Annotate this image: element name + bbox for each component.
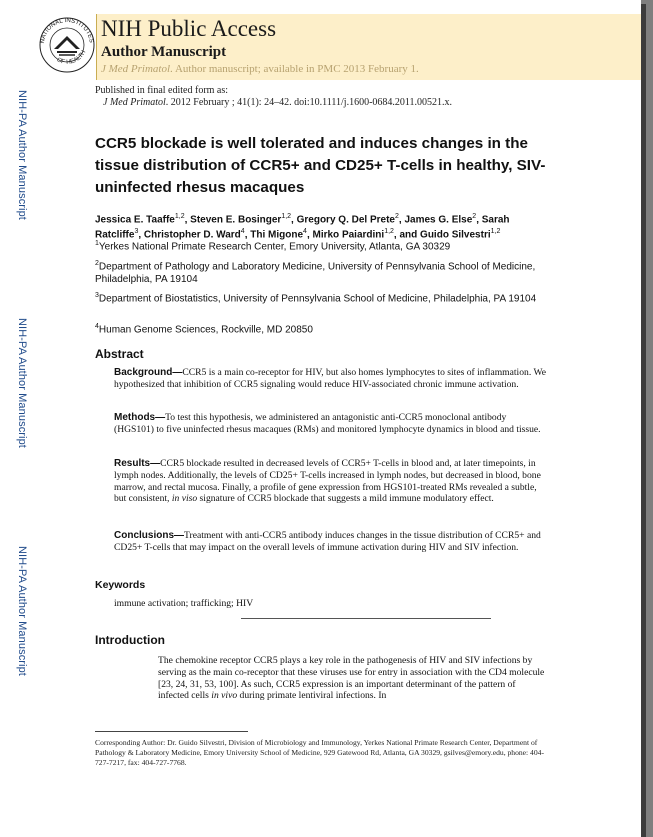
published-label: Published in final edited form as:	[95, 85, 229, 96]
abstract-background	[114, 367, 546, 391]
author-affiliation-sup: 1,2	[384, 228, 394, 236]
author-name: James G. Else	[404, 214, 473, 226]
page-shadow	[641, 4, 646, 837]
affiliation-1	[95, 238, 550, 254]
affiliation-text: Human Genome Sciences, Rockville, MD 20850	[98, 324, 313, 336]
abstract-heading: Abstract	[95, 347, 144, 361]
intro-text-2: during primate lentiviral infections. In	[237, 690, 387, 702]
sidebar-label: NIH-PA Author Manuscript	[16, 90, 28, 220]
abstract-methods	[114, 412, 546, 436]
sidebar-label: NIH-PA Author Manuscript	[16, 318, 28, 448]
author-affiliation-sup: 4	[240, 228, 245, 236]
author-affiliation-sup: 2	[394, 213, 399, 220]
affiliation-number: 4	[95, 323, 99, 330]
results-text: CCR5 blockade resulted in decreased levels of CCR5+ T-cells in blood and, at later timepoints, in lymph nodes. Additionally, the levels of CD25+ T-cells increased in lymph nodes, but decreased in blood, bone marrow, and rectal mucosa. Finally, a profile of gene expression from HGS101-treated RMs revealed a subtle, but consistent,	[114, 458, 541, 505]
affiliation-2	[95, 258, 550, 286]
author-name: Steven E. Bosinger	[190, 214, 282, 226]
corresponding-author-footnote: Corresponding Author: Dr. Guido Silvestri, Division of Microbiology and Immunology, Yerkes National Primate Research Center, Department of Pathology & Laboratory Medicine, Emory University School of Medicine, 929 Gatewood Rd, Atlanta, GA 30329, gsilves@emory.edu, phone: 404-727-7217, fax: 404-727-7768.	[95, 738, 544, 767]
author-separator: ,	[184, 214, 191, 226]
affiliation-text: Department of Biostatistics, University of Pennsylvania School of Medicine, Philadelphia, PA 19104	[98, 293, 537, 305]
header-subtitle: Author Manuscript	[101, 44, 227, 60]
affiliation-4	[95, 321, 550, 337]
background-label: Background—	[114, 367, 183, 378]
header-citation	[101, 63, 419, 75]
author-affiliation-sup: 1,2	[174, 213, 185, 220]
affiliation-number: 3	[95, 292, 99, 299]
author-name: Gregory Q. Del Prete	[296, 214, 395, 226]
author-separator: ,	[291, 214, 297, 226]
author-affiliation-sup: 3	[134, 228, 139, 236]
affiliation-text: Department of Pathology and Laboratory Medicine, University of Pennsylvania School of Medicine, Philadelphia, PA 19104	[95, 261, 536, 285]
author-affiliation-sup: 4	[303, 228, 307, 236]
header-journal: J Med Primatol	[101, 63, 171, 75]
author-separator: ,	[476, 214, 482, 226]
affiliation-number: 2	[95, 260, 99, 267]
introduction-heading: Introduction	[95, 633, 165, 647]
seal-text-bottom: OF HEALTH	[55, 49, 88, 66]
methods-label: Methods—	[114, 412, 166, 423]
results-italic: in viso	[171, 493, 198, 505]
author-affiliation-sup: 1,2	[490, 228, 501, 236]
sidebar-watermark-1	[16, 90, 36, 255]
published-details: . 2012 February ; 41(1): 24–42. doi:10.1111/j.1600-0684.2011.00521.x.	[165, 97, 453, 108]
sidebar-label: NIH-PA Author Manuscript	[16, 546, 28, 676]
intro-italic: in vivo	[211, 690, 238, 702]
results-tail: signature of CCR5 blockade that suggests a mild immune modulatory effect.	[197, 493, 494, 505]
seal-text-top: NATIONAL INSTITUTES	[38, 16, 95, 44]
header-availability: . Author manuscript; available in PMC 2013 February 1.	[170, 63, 419, 75]
affiliation-3	[95, 290, 550, 306]
author-name: Christopher D. Ward	[143, 229, 241, 241]
results-label: Results—	[114, 458, 161, 469]
author-name: Guido Silvestri	[420, 229, 491, 241]
author-separator: ,	[244, 229, 251, 241]
background-text: CCR5 is a main co-receptor for HIV, but also homes lymphocytes to sites of inflammation. We hypothesized that inhibition of CCR5 signaling would reduce HIV-associated chronic immune activation.	[114, 367, 546, 390]
affiliation-text: Yerkes National Primate Research Center, Emory University, Atlanta, GA 30329	[98, 241, 451, 253]
article-title: CCR5 blockade is well tolerated and induces changes in the tissue distribution of CCR5+ and CD25+ T-cells in healthy, SIV-uninfected rhesus macaques	[95, 135, 546, 196]
sidebar-watermark-3	[16, 546, 36, 711]
author-affiliation-sup: 2	[472, 213, 477, 220]
author-separator: ,	[138, 229, 144, 241]
sidebar-watermark-2	[16, 318, 36, 483]
nih-seal-logo	[38, 16, 96, 74]
author-separator: , and	[393, 229, 421, 241]
author-separator: ,	[398, 214, 405, 226]
author-name: Thi Migone	[250, 229, 304, 241]
conclusions-text: Treatment with anti-CCR5 antibody induces changes in the tissue distribution of CCR5+ and CD25+ T-cells that may impact on the overall levels of immune activation during HIV and SIV infection.	[114, 530, 541, 553]
author-name: Sarah Ratcliffe	[95, 214, 510, 241]
author-name: Jessica E. Taaffe	[95, 214, 175, 226]
abstract-conclusions	[114, 530, 546, 554]
affiliation-number: 1	[95, 240, 99, 247]
keywords-text: immune activation; trafficking; HIV	[114, 598, 254, 609]
intro-text-1: The chemokine receptor CCR5 plays a key role in the pathogenesis of HIV and SIV infections by serving as the main co-receptor that these viruses use for entry in association with the CD4 molecule [23, 24, 31, 53, 100]. As such, CCR5 expression is an important determinant of the pattern of infected cells	[158, 655, 545, 702]
footnote-rule	[95, 731, 248, 732]
author-affiliation-sup: 1,2	[281, 213, 292, 220]
introduction-paragraph	[158, 655, 548, 702]
published-journal: J Med Primatol	[103, 97, 166, 108]
header-title: NIH Public Access	[101, 16, 277, 41]
methods-text: To test this hypothesis, we administered an antagonistic anti-CCR5 monoclonal antibody (HGS101) to five uninfected rhesus macaques (RMs) and monitored lymphocyte dynamics in blood and tissue.	[114, 412, 541, 435]
keywords-heading: Keywords	[95, 579, 146, 591]
section-divider	[241, 618, 491, 619]
author-name: Mirko Paiardini	[312, 229, 385, 241]
conclusions-label: Conclusions—	[114, 530, 185, 541]
abstract-results	[114, 458, 546, 505]
author-separator: ,	[306, 229, 313, 241]
published-citation	[103, 97, 452, 108]
